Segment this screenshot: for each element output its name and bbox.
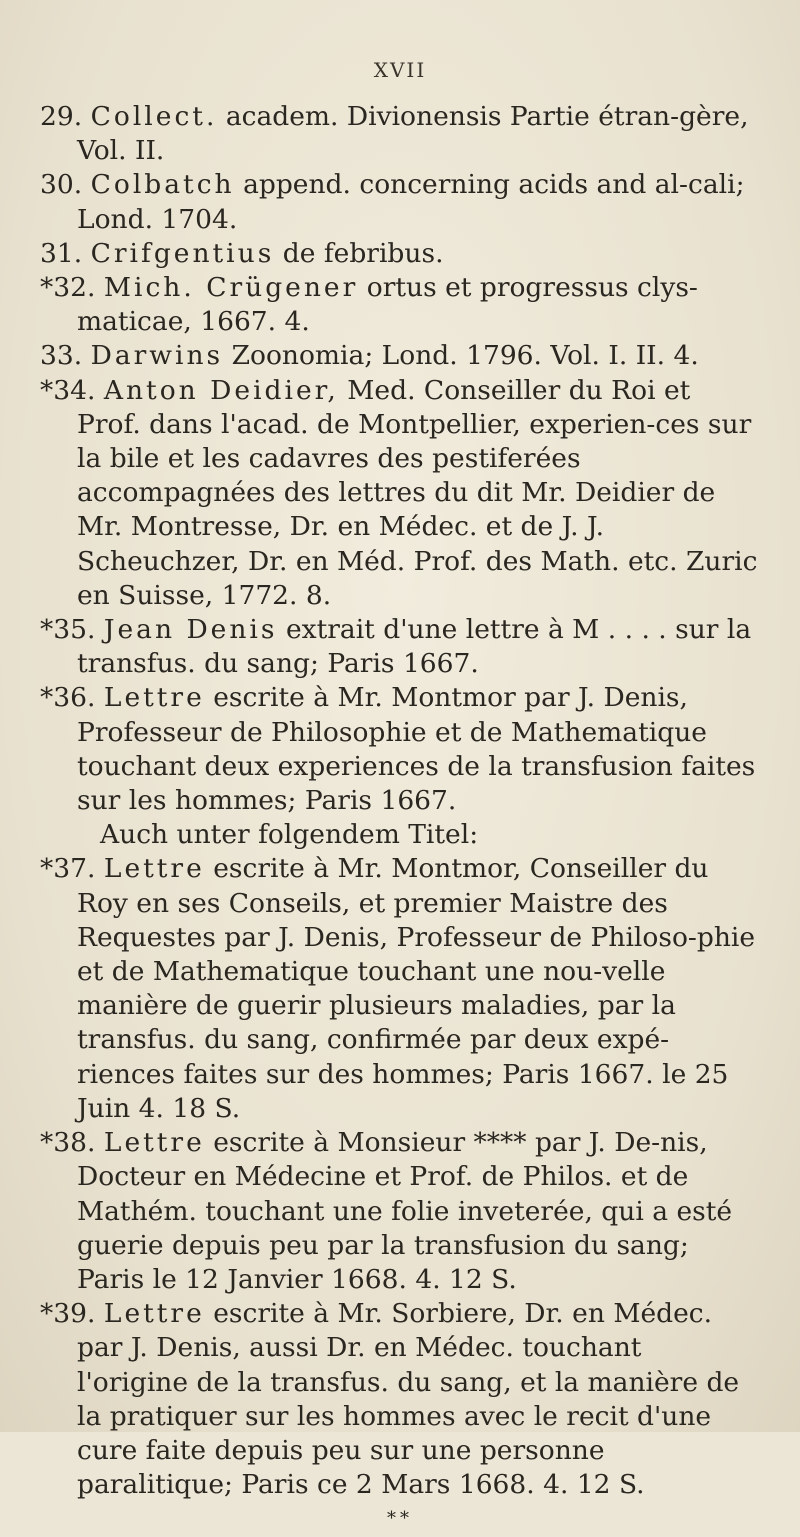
entry-29: 29. Collect. academ. Divionensis Partie étran-gère, Vol. II. [40, 101, 749, 167]
entry-35: *35. Jean Denis extrait d'une lettre à M . . . . sur la transfus. du sang; Paris 1667. [40, 614, 752, 680]
signature-mark: ** [387, 1508, 413, 1530]
bibliography-list [40, 100, 760, 1537]
entry-33: 33. Darwins Zoonomia; Lond. 1796. Vol. I. II. 4. [40, 340, 699, 372]
entry-38: *38. Lettre escrite à Monsieur **** par J. De-nis, Docteur en Médecine et Prof. de Philos. et de Mathém. touchant une folie inveterée, qui a esté guerie depuis peu par la transfusion du sang; Paris le 12 Janvier 1668. 4. 12 S. [40, 1127, 733, 1295]
alternate-title-note: Auch unter folgendem Titel: [100, 819, 479, 851]
entry-31: 31. Crifgentius de febribus. [40, 237, 444, 269]
entry-39: *39. Lettre escrite à Mr. Sorbiere, Dr. en Médec. par J. Denis, aussi Dr. en Médec. touchant l'origine de la transfus. du sang, et la manière de la pratiquer sur les hommes avec le recit d'une cure faite depuis peu sur une personne paralitique; Paris ce 2 Mars 1668. 4. 12 S. [40, 1298, 740, 1501]
entry-30: 30. Colbatch append. concerning acids and al-cali; Lond. 1704. [40, 169, 745, 235]
entry-36: *36. Lettre escrite à Mr. Montmor par J. Denis, Professeur de Philosophie et de Mathematique touchant deux experiences de la transfusion faites sur les hommes; Paris 1667. [40, 682, 756, 817]
page-number-header: XVII [373, 58, 427, 82]
entry-32: *32. Mich. Crügener ortus et progressus clys-maticae, 1667. 4. [40, 272, 698, 338]
entry-37: *37. Lettre escrite à Mr. Montmor, Conseiller du Roy en ses Conseils, et premier Maistre des Requestes par J. Denis, Professeur de Philoso-phie et de Mathematique touchant une nou-velle manière de guerir plusieurs maladies, par la transfus. du sang, confirmée par deux expé-riences faites sur des hommes; Paris 1667. le 25 Juin 4. 18 S. [40, 853, 756, 1124]
entry-34: *34. Anton Deidier, Med. Conseiller du Roi et Prof. dans l'acad. de Montpellier, experien-ces sur la bile et les cadavres des pestiferées accompagnées des lettres du dit Mr. Deidier de Mr. Montresse, Dr. en Médec. et de J. J. Scheuchzer, Dr. en Méd. Prof. des Math. etc. Zuric en Suisse, 1772. 8. [40, 374, 758, 611]
